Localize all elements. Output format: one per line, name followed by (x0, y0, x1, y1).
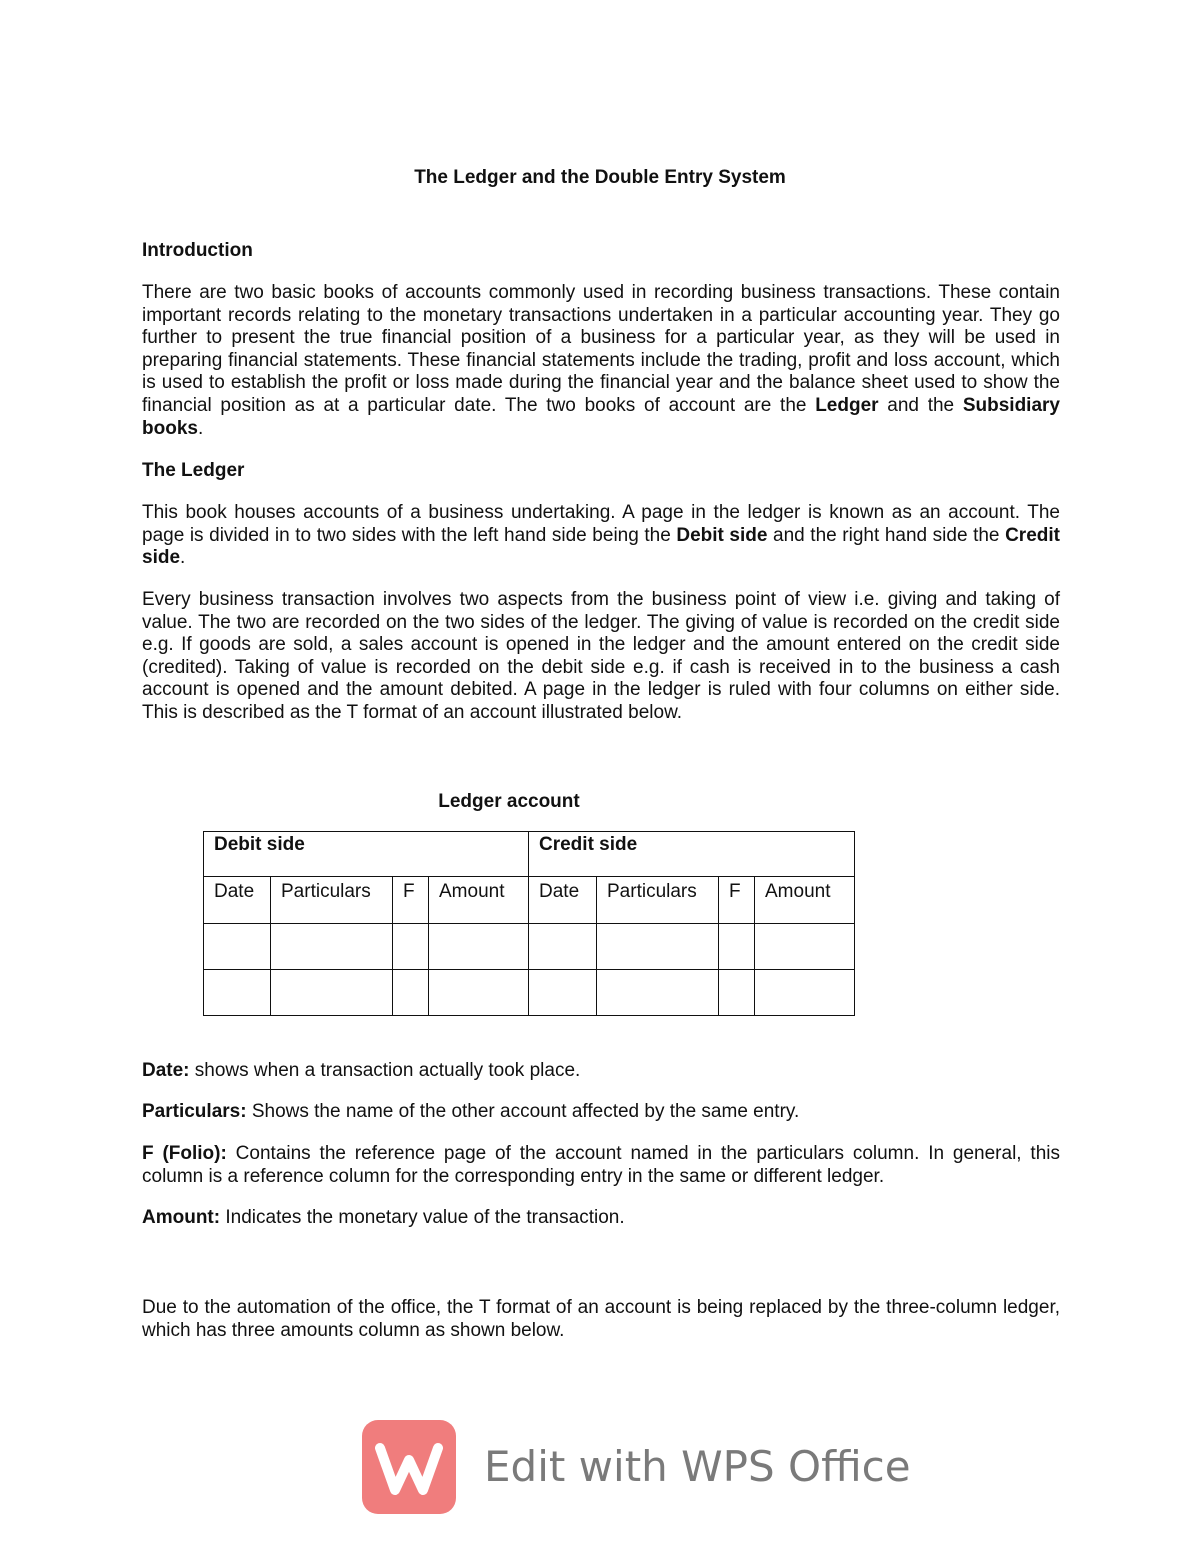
table-title: Ledger account (438, 791, 580, 812)
closing-paragraph: Due to the automation of the office, the T format of an account is being replaced by the three-column ledger, which has three amounts column as shown below. (142, 1297, 1060, 1341)
ledger-table (203, 831, 855, 1016)
column-amount: Amount (755, 877, 855, 924)
intro-paragraph: There are two basic books of accounts commonly used in recording business transactions. These contain important records relating to the monetary transactions undertaken in a particular accounting year. They go further to present the true financial position of a business for a particular year, as they will be used in preparing financial statements. These financial statements include the trading, profit and loss account, which is used to establish the profit or loss made during the financial year and the balance sheet used to show the financial position as at a particular date. The two books of account are the Ledger and the Subsidiary books. (142, 282, 1060, 439)
bold-debit-side: Debit side (676, 524, 768, 546)
bold-credit-side: Credit side (142, 524, 1060, 569)
wps-watermark[interactable] (362, 1420, 911, 1516)
column-date: Date (529, 877, 597, 924)
table-row (204, 924, 855, 970)
table-columns-row (204, 877, 855, 924)
debit-side-header: Debit side (204, 832, 529, 877)
definition-folio: F (Folio): Contains the reference page of the account named in the particulars column. In general, this column is a reference column for the corresponding entry in the same or different ledger. (142, 1143, 1060, 1187)
bold-subsidiary-books: Subsidiary books (142, 394, 1060, 439)
ledger-paragraph-1: This book houses accounts of a business undertaking. A page in the ledger is known as an account. The page is divided in to two sides with the left hand side being the Debit side and the right hand side the Credit side. (142, 502, 1060, 569)
intro-heading: Introduction (142, 240, 253, 261)
bold-ledger: Ledger (815, 394, 879, 416)
column-particulars: Particulars (271, 877, 393, 924)
definition-amount: Amount: Indicates the monetary value of the transaction. (142, 1207, 625, 1228)
ledger-paragraph-2: Every business transaction involves two aspects from the business point of view i.e. giving and taking of value. The two are recorded on the two sides of the ledger. The giving of value is recorded on the credit side e.g. If goods are sold, a sales account is opened in the ledger and the amount entered on the credit side (credited). Taking of value is recorded on the debit side e.g. if cash is received in to the business a cash account is opened and the amount debited. A page in the ledger is ruled with four columns on either side. This is described as the T format of an account illustrated below. (142, 589, 1060, 723)
credit-side-header: Credit side (529, 832, 855, 877)
column-date: Date (204, 877, 271, 924)
column-folio: F (393, 877, 429, 924)
definition-particulars: Particulars: Shows the name of the other account affected by the same entry. (142, 1101, 800, 1122)
column-particulars: Particulars (597, 877, 719, 924)
wps-watermark-text: Edit with WPS Office (484, 1442, 911, 1491)
column-amount: Amount (429, 877, 529, 924)
column-folio: F (719, 877, 755, 924)
wps-logo-icon (362, 1420, 456, 1514)
table-row (204, 970, 855, 1016)
table-header-row (204, 832, 855, 877)
definition-date: Date: shows when a transaction actually took place. (142, 1060, 581, 1081)
document-title: The Ledger and the Double Entry System (414, 167, 786, 188)
ledger-heading: The Ledger (142, 460, 245, 481)
